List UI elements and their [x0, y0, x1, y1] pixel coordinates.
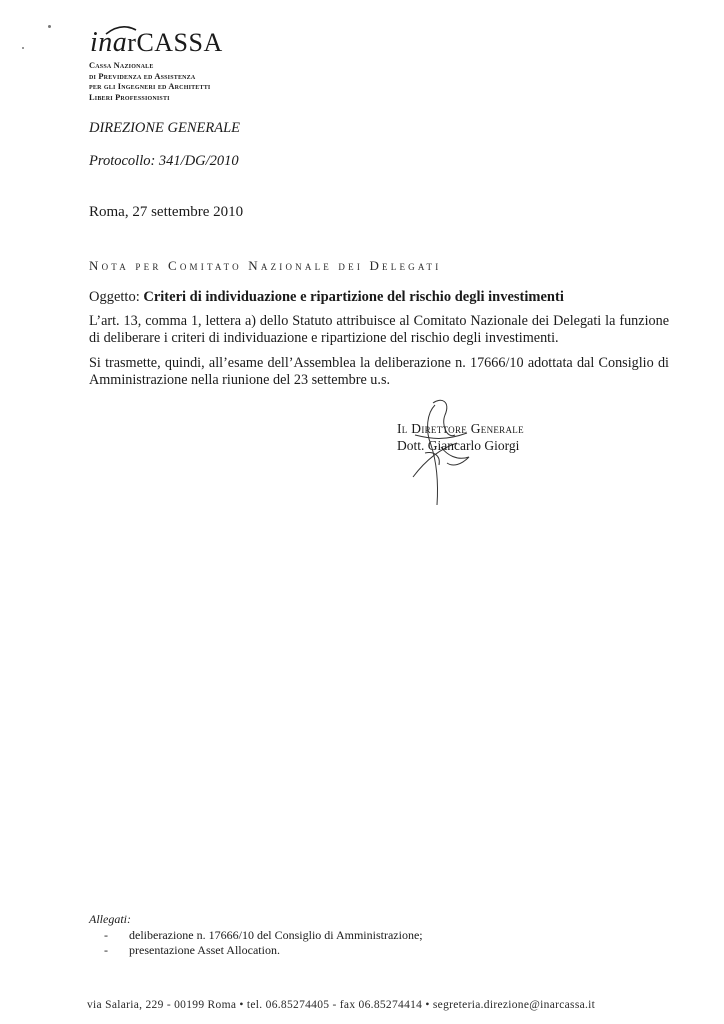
- attachments-list: [104, 928, 423, 958]
- logo-text-ina: ina: [90, 27, 128, 58]
- scan-speck: [22, 47, 24, 49]
- signatory-name: Dott. Giancarlo Giorgi: [397, 438, 520, 453]
- protocol-number: Protocollo: 341/DG/2010: [89, 153, 239, 169]
- org-line: Liberi Professionisti: [89, 92, 170, 102]
- document-title: Nota per Comitato Nazionale dei Delegati: [89, 258, 442, 273]
- subject-line: [89, 289, 564, 306]
- org-line: di Previdenza ed Assistenza: [89, 71, 196, 81]
- list-bullet: -: [104, 943, 108, 957]
- attachment-text: deliberazione n. 17666/10 del Consiglio di Amministrazione;: [129, 928, 423, 942]
- subject-label: Oggetto:: [89, 289, 140, 305]
- org-line: per gli Ingegneri ed Architetti: [89, 82, 211, 92]
- org-line: Cassa Nazionale: [89, 61, 154, 70]
- attachment-item: [104, 943, 423, 958]
- department-heading: DIREZIONE GENERALE: [89, 120, 241, 136]
- scan-speck: [48, 25, 51, 28]
- body-paragraph-1: L’art. 13, comma 1, lettera a) dello Statuto attribuisce al Comitato Nazionale dei Delegati la funzione di deliberare i criteri di individuazione e ripartizione del rischio degli investimenti.: [89, 313, 669, 346]
- attachments-label: Allegati:: [89, 912, 131, 926]
- logo-text-rcassa: rCASSA: [127, 28, 223, 57]
- attachment-text: presentazione Asset Allocation.: [129, 943, 280, 957]
- body-paragraph-2: Si trasmette, quindi, all’esame dell’Assemblea la deliberazione n. 17666/10 adottata dal Consiglio di Amministrazione nella riunione del 23 settembre u.s.: [89, 355, 669, 388]
- footer-contact: via Salaria, 229 - 00199 Roma • tel. 06.85274405 - fax 06.85274414 • segreteria.direzione@inarcassa.it: [87, 999, 596, 1011]
- subject-text: Criteri di individuazione e ripartizione del rischio degli investimenti: [143, 289, 564, 305]
- list-bullet: -: [104, 928, 108, 942]
- signatory-title: Il Direttore Generale: [397, 421, 524, 436]
- logo-arc-icon: [104, 24, 138, 36]
- attachment-item: [104, 928, 423, 943]
- document-date: Roma, 27 settembre 2010: [89, 204, 244, 220]
- inarcassa-logo: [90, 27, 290, 58]
- organization-name: [89, 61, 210, 103]
